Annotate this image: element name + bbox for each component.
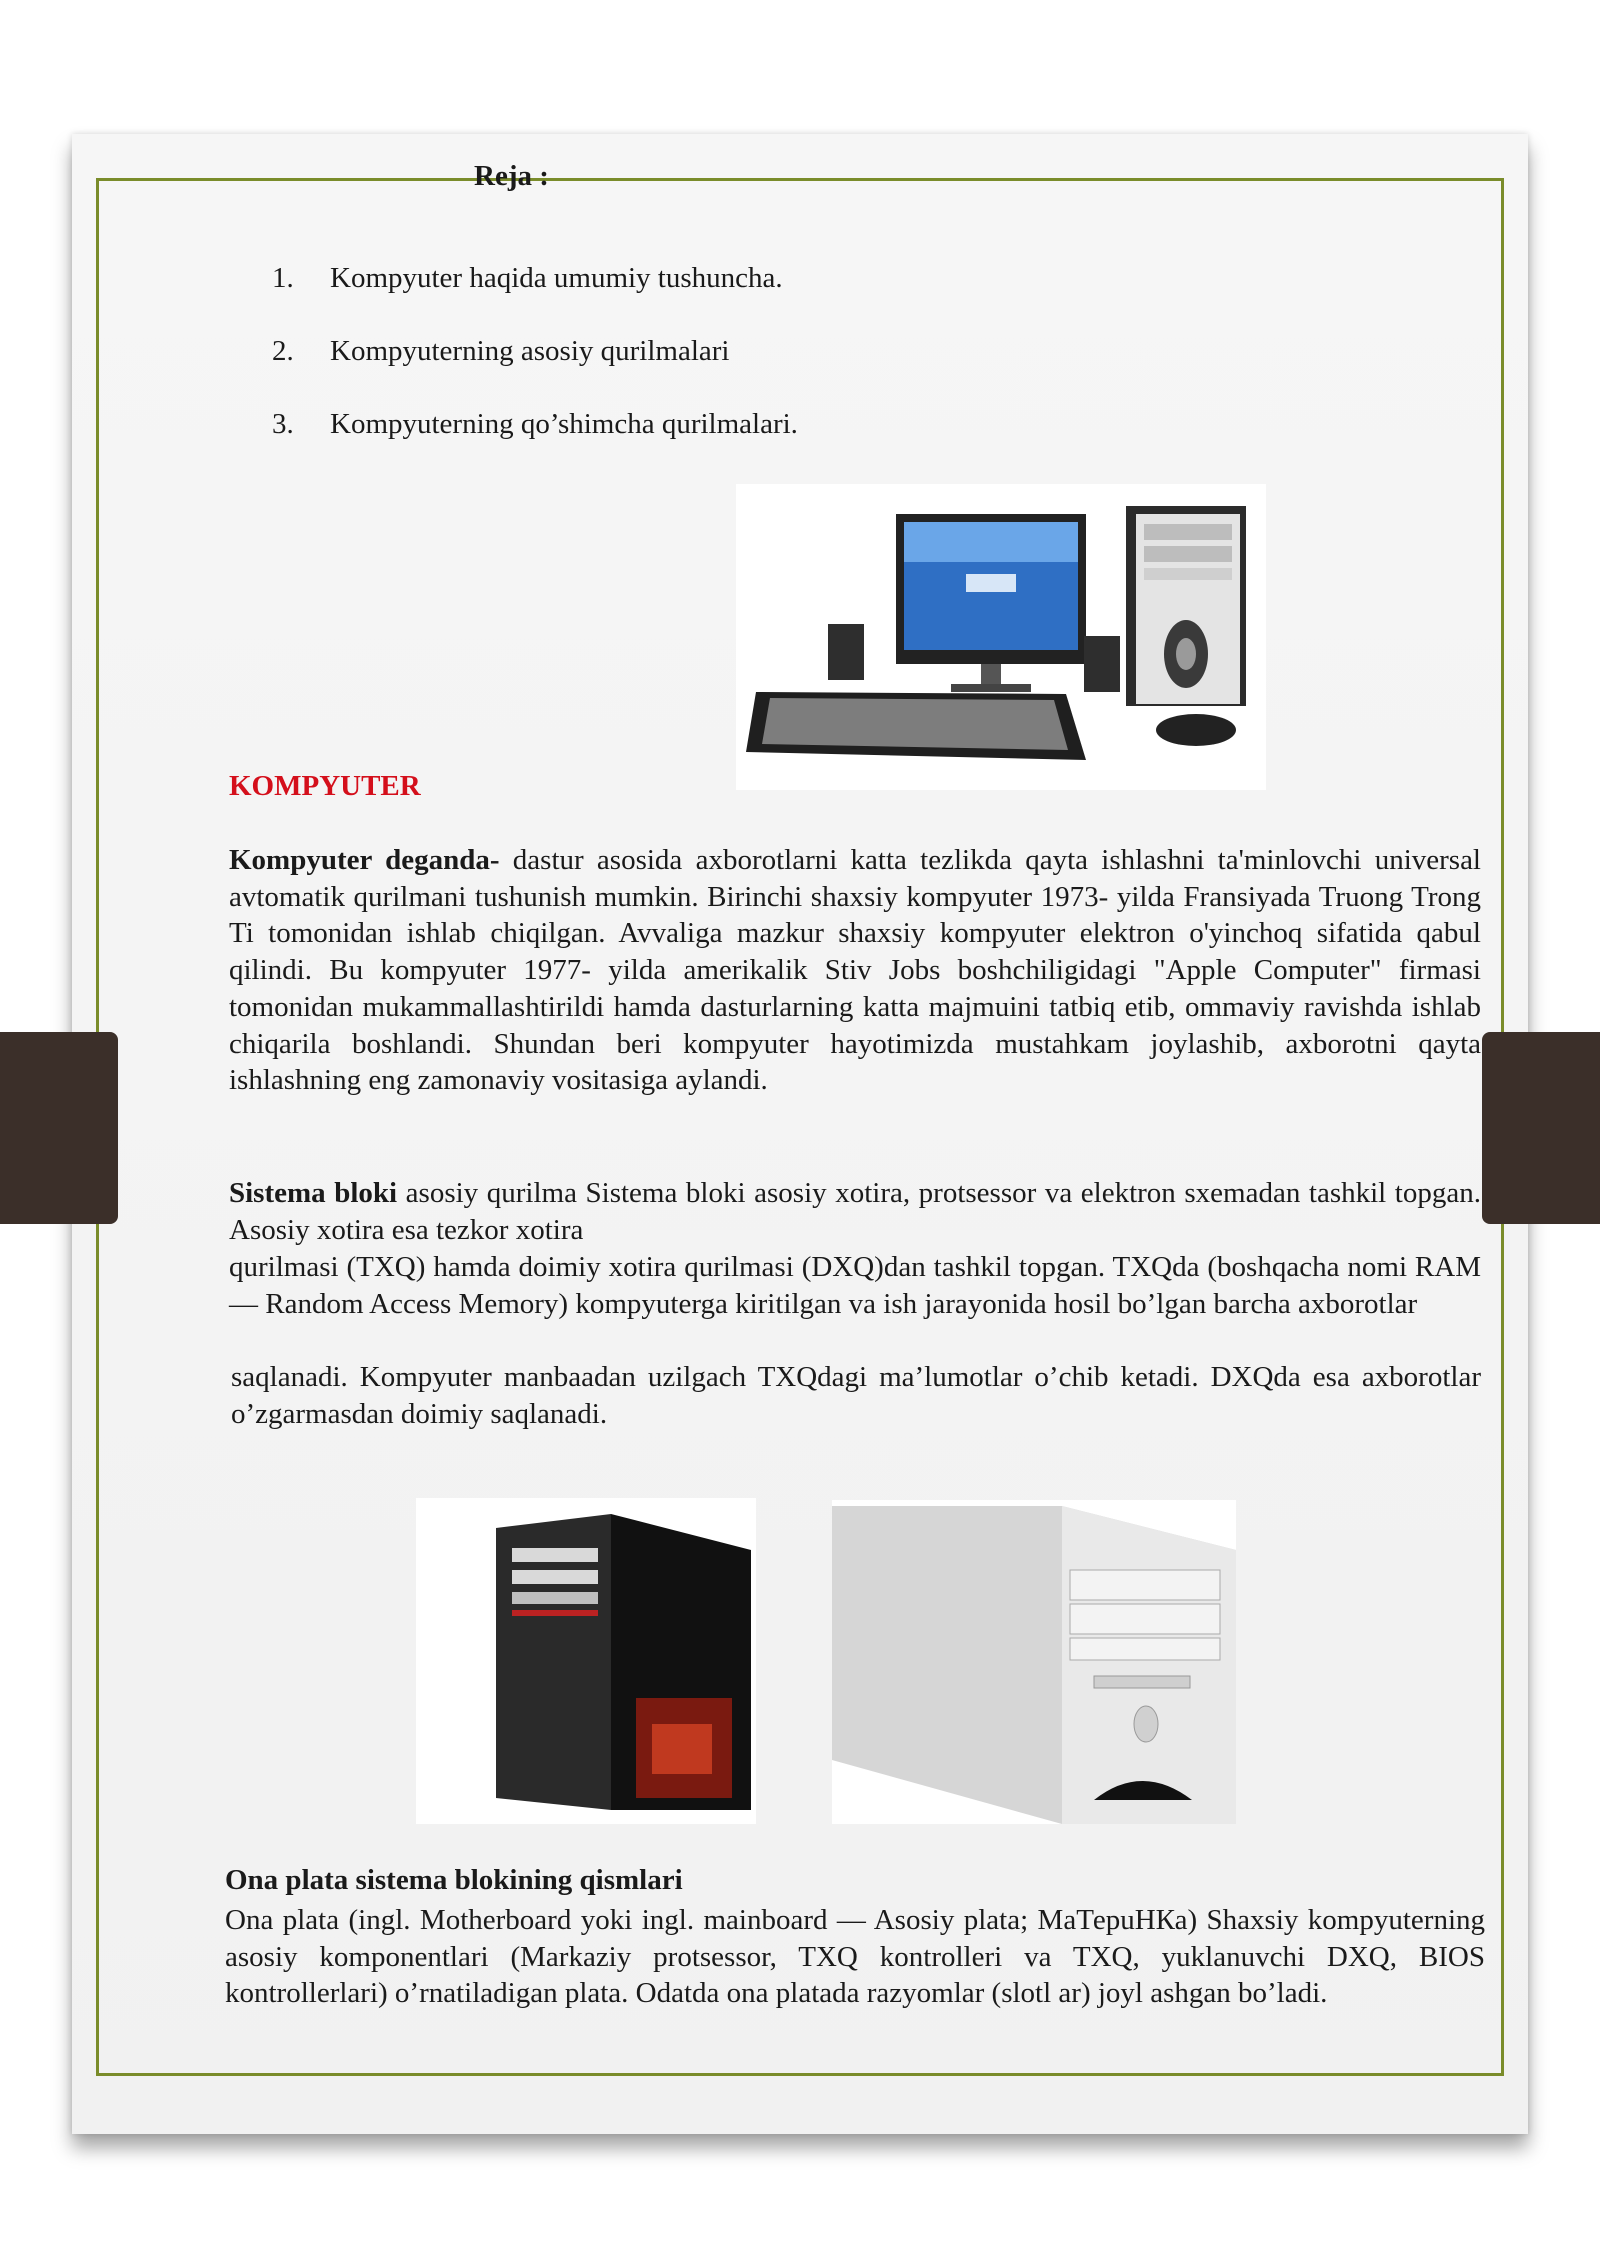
plan-item-text: Kompyuterning asosiy qurilmalari [330,335,730,367]
definition-lead: Kompyuter deganda- [229,844,500,876]
desktop-computer-image [736,484,1266,790]
section-title: KOMPYUTER [229,770,421,802]
plan-item-number: 2. [272,335,294,367]
plan-heading: Reja : [474,160,549,192]
right-binder-tab [1482,1032,1600,1224]
system-unit-paragraph-2: qurilmasi (TXQ) hamda doimiy xotira qurilmasi (DXQ)dan tashkil topgan. TXQda (boshqacha nomi RAM — Random Access Memory) kompyuterga kiritilgan va ish jarayonida hosil bo’lgan barcha axborotlar [229,1251,1481,1320]
plan-item-number: 1. [272,262,294,294]
system-unit-lead: Sistema bloki [229,1177,398,1209]
definition-paragraph [229,842,1481,1099]
white-tower-image [832,1500,1236,1824]
plan-item-text: Kompyuterning qo’shimcha qurilmalari. [330,408,798,440]
system-unit-paragraph-3: saqlanadi. Kompyuter manbaadan uzilgach TXQdagi ma’lumotlar o’chib ketadi. DXQda esa axborotlar o’zgarmasdan doimiy saqlanadi. [231,1361,1481,1430]
plan-item-number: 3. [272,408,294,440]
plan-item-text: Kompyuter haqida umumiy tushuncha. [330,262,783,294]
plan-item [272,335,798,408]
plan-list [272,262,798,481]
black-tower-image [416,1498,756,1824]
plan-item [272,262,798,335]
system-unit-paragraph-1 [229,1175,1481,1248]
definition-body: dastur asosida axborotlarni katta tezlikda qayta ishlashni ta'minlovchi universal avtomatik qurilmani tushunish mumkin. Birinchi shaxsiy kompyuter 1973- yilda Fransiyada Truong Trong Ti tomonidan ishlab chiqilgan. Avvaliga mazkur shaxsiy kompyuter elektron o'yinchoq sifatida qabul qilindi. Bu kompyuter 1977- yilda amerikalik Stiv Jobs boshchiligidagi "Apple Computer" firmasi tomonidan mukammallashtirildi hamda dasturlarning katta majmuini tatbiq etib, ommaviy ravishda ishlab chiqarila boshlandi. Shundan beri kompyuter hayotimizda mustahkam joylashib, axborotni qayta ishlashning eng zamonaviy vositasiga aylandi. [229,844,1481,1097]
system-unit-line1: asosiy qurilma Sistema bloki asosiy xotira, protsessor va elektron sxemadan tashkil topgan. Asosiy xotira esa tezkor xotira [229,1177,1481,1246]
motherboard-paragraph: Ona plata (ingl. Motherboard yoki ingl. mainboard — Asosiy plata; МаТерuНКа) Shaxsiy kompyuterning asosiy komponentlari (Markaziy protsessor, TXQ kontrolleri va TXQ, yuklanuvchi DXQ, BIOS kontrollerlari) o’rnatiladigan plata. Odatda ona platada razyomlar (slotl ar) joyl ashgan bo’ladi. [225,1904,1485,2010]
motherboard-title: Ona plata sistema blokining qismlari [225,1864,683,1896]
plan-item [272,408,798,481]
left-binder-tab [0,1032,118,1224]
